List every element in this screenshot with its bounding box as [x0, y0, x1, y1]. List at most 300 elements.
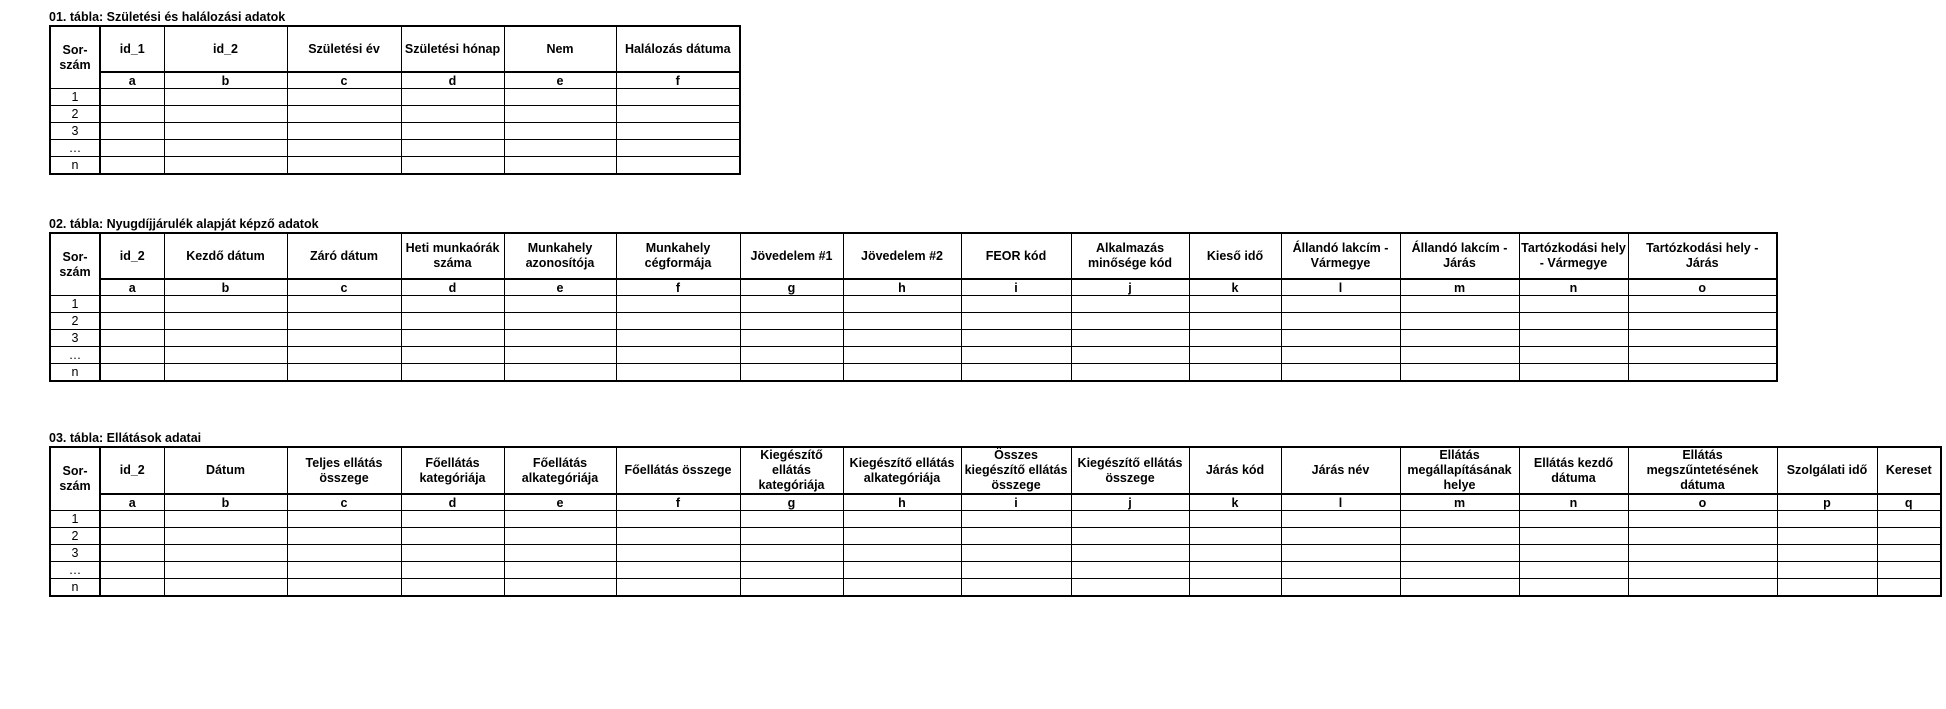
table-cell — [287, 511, 401, 528]
table-cell — [843, 528, 961, 545]
column-header — [961, 233, 1071, 279]
table-cell — [1519, 347, 1628, 364]
table-cell — [504, 364, 616, 382]
column-header — [1281, 447, 1400, 494]
table-cell — [401, 562, 504, 579]
table-row — [50, 579, 1941, 597]
table-cell — [1281, 347, 1400, 364]
table-cell — [1400, 511, 1519, 528]
table-cell — [1628, 528, 1777, 545]
table-cell — [1189, 330, 1281, 347]
table-cell — [1519, 296, 1628, 313]
table-cell — [164, 140, 287, 157]
column-letter: d — [401, 494, 504, 511]
table-row — [50, 157, 740, 175]
table-cell — [740, 528, 843, 545]
table-cell — [616, 140, 740, 157]
row-number: 1 — [50, 89, 100, 106]
table-cell — [504, 106, 616, 123]
table-cell — [287, 140, 401, 157]
column-header-label: Főellátás alkategóriája — [521, 455, 599, 485]
table-cell — [616, 123, 740, 140]
column-header — [1189, 233, 1281, 279]
table-cell — [1628, 313, 1777, 330]
table-cell — [287, 330, 401, 347]
table-cell — [401, 579, 504, 597]
column-letter: k — [1189, 494, 1281, 511]
table-cell — [504, 579, 616, 597]
column-header-label: Jövedelem #2 — [861, 248, 943, 263]
table-cell — [287, 313, 401, 330]
column-header-label: Jövedelem #1 — [750, 248, 833, 263]
table-cell — [1400, 545, 1519, 562]
table-cell — [401, 313, 504, 330]
table-cell — [401, 123, 504, 140]
table-cell — [1071, 313, 1189, 330]
table-cell — [287, 545, 401, 562]
column-letter: e — [504, 72, 616, 89]
table-cell — [843, 296, 961, 313]
table-cell — [1519, 562, 1628, 579]
table-cell — [616, 579, 740, 597]
column-header — [1519, 447, 1628, 494]
table-cell — [1281, 562, 1400, 579]
table-cell — [287, 579, 401, 597]
table-cell — [287, 562, 401, 579]
table-row — [50, 364, 1777, 382]
table-cell — [164, 89, 287, 106]
table-01 — [49, 25, 741, 175]
table-cell — [401, 106, 504, 123]
row-number: … — [50, 140, 100, 157]
column-letter: a — [100, 494, 164, 511]
column-letter: c — [287, 279, 401, 296]
table-cell — [1519, 528, 1628, 545]
table-cell — [1400, 579, 1519, 597]
row-number: 3 — [50, 330, 100, 347]
table-cell — [1071, 562, 1189, 579]
row-number: 1 — [50, 296, 100, 313]
table-cell — [504, 330, 616, 347]
table-cell — [1281, 545, 1400, 562]
column-letter: g — [740, 494, 843, 511]
column-header — [616, 447, 740, 494]
column-header — [843, 447, 961, 494]
table-row — [50, 511, 1941, 528]
table-cell — [287, 89, 401, 106]
table-row — [50, 296, 1777, 313]
table-cell — [616, 89, 740, 106]
table-cell — [100, 528, 164, 545]
column-header — [164, 447, 287, 494]
column-header-label: Főellátás kategóriája — [419, 455, 486, 485]
column-header-label: id_2 — [119, 463, 145, 477]
table-cell — [961, 364, 1071, 382]
table-cell — [616, 545, 740, 562]
table-cell — [1189, 562, 1281, 579]
table-cell — [164, 364, 287, 382]
column-header — [164, 233, 287, 279]
column-header-label: Kiegészítő ellátás kategóriája — [758, 448, 825, 492]
table-cell — [1628, 562, 1777, 579]
table-cell — [100, 296, 164, 313]
table-cell — [740, 296, 843, 313]
table-cell — [1400, 313, 1519, 330]
table-cell — [401, 330, 504, 347]
table-cell — [616, 157, 740, 175]
table-cell — [843, 579, 961, 597]
table-cell — [616, 528, 740, 545]
table-cell — [1189, 545, 1281, 562]
table-cell — [961, 511, 1071, 528]
table-cell — [1628, 364, 1777, 382]
table-cell — [287, 364, 401, 382]
column-letter: e — [504, 279, 616, 296]
table-cell — [1189, 347, 1281, 364]
table-cell — [961, 347, 1071, 364]
column-header-label: Állandó lakcím - Vármegye — [1292, 241, 1389, 270]
table-cell — [1877, 545, 1941, 562]
table-cell — [1777, 528, 1877, 545]
column-letter: c — [287, 72, 401, 89]
table-cell — [164, 313, 287, 330]
table-cell — [1281, 511, 1400, 528]
column-header — [1628, 233, 1777, 279]
table-cell — [961, 296, 1071, 313]
table-cell — [1877, 562, 1941, 579]
table-cell — [1281, 579, 1400, 597]
column-header-label: Ellátás megszűntetésének dátuma — [1646, 448, 1759, 492]
table-cell — [1777, 579, 1877, 597]
table-cell — [1281, 296, 1400, 313]
table-cell — [843, 511, 961, 528]
table-title: 02. tábla: Nyugdíjjárulék alapját képző adatok — [49, 217, 319, 231]
row-number-header: Sor- szám — [50, 233, 100, 296]
row-number: 3 — [50, 545, 100, 562]
table-cell — [1777, 562, 1877, 579]
column-header — [1628, 447, 1777, 494]
table-cell — [100, 123, 164, 140]
row-number: 2 — [50, 313, 100, 330]
column-header — [1400, 447, 1519, 494]
table-cell — [616, 511, 740, 528]
column-header — [1281, 233, 1400, 279]
table-cell — [1519, 579, 1628, 597]
column-letter: b — [164, 494, 287, 511]
column-header — [843, 233, 961, 279]
table-cell — [1519, 545, 1628, 562]
table-cell — [1189, 364, 1281, 382]
table-cell — [100, 330, 164, 347]
table-row — [50, 528, 1941, 545]
table-cell — [504, 313, 616, 330]
column-letter: f — [616, 72, 740, 89]
column-header-label: Nem — [546, 41, 574, 56]
column-letter: p — [1777, 494, 1877, 511]
table-cell — [504, 89, 616, 106]
column-letter: j — [1071, 279, 1189, 296]
table-title: 03. tábla: Ellátások adatai — [49, 431, 202, 445]
table-cell — [287, 123, 401, 140]
table-cell — [740, 511, 843, 528]
table-cell — [401, 157, 504, 175]
table-cell — [961, 545, 1071, 562]
table-cell — [616, 313, 740, 330]
table-cell — [401, 296, 504, 313]
table-02-block — [49, 217, 1778, 382]
table-cell — [616, 330, 740, 347]
table-cell — [164, 330, 287, 347]
table-cell — [504, 511, 616, 528]
column-letter: a — [100, 72, 164, 89]
table-cell — [1628, 347, 1777, 364]
table-cell — [1189, 528, 1281, 545]
column-header — [164, 26, 287, 72]
table-cell — [1519, 313, 1628, 330]
column-header — [100, 233, 164, 279]
table-cell — [164, 562, 287, 579]
table-cell — [616, 296, 740, 313]
table-cell — [1519, 364, 1628, 382]
column-header-label: Kieső idő — [1206, 248, 1264, 263]
table-cell — [1628, 579, 1777, 597]
table-cell — [504, 562, 616, 579]
table-03-block — [49, 431, 1942, 597]
table-cell — [740, 545, 843, 562]
table-cell — [287, 347, 401, 364]
column-header — [1400, 233, 1519, 279]
table-cell — [843, 545, 961, 562]
table-cell — [843, 364, 961, 382]
column-header-label: Alkalmazás minősége kód — [1087, 241, 1173, 270]
row-number: n — [50, 364, 100, 382]
table-cell — [504, 157, 616, 175]
table-cell — [1281, 364, 1400, 382]
table-cell — [164, 123, 287, 140]
table-cell — [100, 89, 164, 106]
column-header — [100, 447, 164, 494]
table-cell — [740, 330, 843, 347]
table-02 — [49, 232, 1778, 382]
column-header — [401, 233, 504, 279]
table-cell — [504, 545, 616, 562]
table-cell — [401, 140, 504, 157]
column-header-label: Heti munkaórák száma — [405, 241, 500, 270]
column-header-label: Kezdő dátum — [186, 248, 265, 263]
table-cell — [401, 89, 504, 106]
table-cell — [1071, 579, 1189, 597]
table-cell — [100, 545, 164, 562]
column-letter: l — [1281, 279, 1400, 296]
column-header — [1071, 447, 1189, 494]
table-01-block — [49, 10, 741, 175]
column-header-label: FEOR kód — [985, 248, 1047, 263]
table-cell — [1628, 296, 1777, 313]
row-number: 1 — [50, 511, 100, 528]
table-cell — [1071, 545, 1189, 562]
table-cell — [164, 511, 287, 528]
table-cell — [961, 562, 1071, 579]
column-header — [1189, 447, 1281, 494]
table-cell — [843, 330, 961, 347]
row-number-header: Sor- szám — [50, 26, 100, 89]
column-letter: d — [401, 72, 504, 89]
table-cell — [616, 347, 740, 364]
table-cell — [1071, 364, 1189, 382]
column-header-label: Munkahely cégformája — [644, 241, 712, 270]
column-header-label: Összes kiegészítő ellátás összege — [964, 448, 1068, 492]
column-letter: k — [1189, 279, 1281, 296]
column-header-label: Járás név — [1311, 463, 1370, 477]
table-cell — [100, 579, 164, 597]
table-cell — [164, 106, 287, 123]
column-header-label: Teljes ellátás összege — [305, 455, 383, 485]
column-header — [287, 233, 401, 279]
column-header — [287, 447, 401, 494]
table-cell — [164, 157, 287, 175]
column-header-label: Kiegészítő ellátás alkategóriája — [849, 455, 955, 485]
table-row — [50, 106, 740, 123]
column-letter: o — [1628, 279, 1777, 296]
column-header-label: Főellátás összege — [624, 463, 732, 477]
table-cell — [843, 347, 961, 364]
column-header-label: Állandó lakcím - Járás — [1411, 241, 1508, 270]
table-cell — [1877, 579, 1941, 597]
table-cell — [1400, 347, 1519, 364]
column-header — [401, 447, 504, 494]
table-cell — [401, 364, 504, 382]
table-cell — [504, 140, 616, 157]
table-cell — [1877, 511, 1941, 528]
row-number: 2 — [50, 106, 100, 123]
table-cell — [1071, 347, 1189, 364]
table-row — [50, 123, 740, 140]
table-cell — [616, 364, 740, 382]
table-row — [50, 140, 740, 157]
column-header-label: Születési év — [308, 41, 380, 56]
column-header-label: id_2 — [119, 248, 145, 263]
row-number-header: Sor- szám — [50, 447, 100, 511]
table-row — [50, 89, 740, 106]
table-cell — [287, 528, 401, 545]
column-letter: n — [1519, 494, 1628, 511]
column-header — [616, 233, 740, 279]
column-header-label: id_1 — [119, 41, 145, 56]
table-cell — [100, 157, 164, 175]
table-cell — [1071, 511, 1189, 528]
table-cell — [100, 347, 164, 364]
column-letter: a — [100, 279, 164, 296]
table-cell — [843, 562, 961, 579]
table-cell — [164, 347, 287, 364]
row-number: … — [50, 562, 100, 579]
table-cell — [1281, 313, 1400, 330]
column-letter: m — [1400, 494, 1519, 511]
column-header-label: Járás kód — [1205, 463, 1265, 477]
table-cell — [1071, 330, 1189, 347]
table-row — [50, 347, 1777, 364]
column-letter: q — [1877, 494, 1941, 511]
column-header — [961, 447, 1071, 494]
table-title: 01. tábla: Születési és halálozási adatok — [49, 10, 286, 24]
column-letter: e — [504, 494, 616, 511]
column-letter: g — [740, 279, 843, 296]
table-cell — [401, 347, 504, 364]
table-cell — [100, 313, 164, 330]
column-letter: o — [1628, 494, 1777, 511]
table-row — [50, 313, 1777, 330]
table-cell — [164, 296, 287, 313]
column-letter: d — [401, 279, 504, 296]
column-header — [1519, 233, 1628, 279]
column-header — [1071, 233, 1189, 279]
table-cell — [740, 579, 843, 597]
table-cell — [100, 511, 164, 528]
column-letter: h — [843, 279, 961, 296]
table-cell — [1519, 330, 1628, 347]
column-letter: m — [1400, 279, 1519, 296]
column-header-label: Ellátás megállapításának helye — [1407, 448, 1512, 492]
column-letter: n — [1519, 279, 1628, 296]
table-cell — [164, 579, 287, 597]
table-cell — [504, 123, 616, 140]
table-cell — [1628, 545, 1777, 562]
table-row — [50, 545, 1941, 562]
column-letter: c — [287, 494, 401, 511]
table-cell — [164, 528, 287, 545]
column-header — [287, 26, 401, 72]
column-header — [504, 233, 616, 279]
column-header-label: Születési hónap — [404, 41, 501, 56]
column-letter: f — [616, 494, 740, 511]
column-header-label: Záró dátum — [309, 248, 379, 263]
table-cell — [100, 562, 164, 579]
table-cell — [740, 364, 843, 382]
table-cell — [504, 296, 616, 313]
column-header — [1877, 447, 1941, 494]
table-cell — [401, 528, 504, 545]
column-header — [504, 447, 616, 494]
column-letter: i — [961, 494, 1071, 511]
column-header — [401, 26, 504, 72]
table-cell — [1400, 330, 1519, 347]
table-cell — [1281, 528, 1400, 545]
table-cell — [1281, 330, 1400, 347]
table-cell — [287, 157, 401, 175]
table-cell — [1189, 296, 1281, 313]
column-header — [1777, 447, 1877, 494]
table-row — [50, 562, 1941, 579]
table-cell — [1400, 528, 1519, 545]
table-cell — [1400, 296, 1519, 313]
table-03 — [49, 446, 1942, 597]
column-header-label: Kereset — [1885, 463, 1932, 477]
column-letter: b — [164, 279, 287, 296]
column-header — [616, 26, 740, 72]
table-cell — [1189, 579, 1281, 597]
column-header — [740, 233, 843, 279]
table-cell — [100, 364, 164, 382]
column-header-label: id_2 — [212, 41, 238, 56]
table-cell — [287, 106, 401, 123]
table-cell — [1519, 511, 1628, 528]
column-letter: i — [961, 279, 1071, 296]
column-letter: h — [843, 494, 961, 511]
table-cell — [616, 106, 740, 123]
column-letter: j — [1071, 494, 1189, 511]
table-cell — [1628, 330, 1777, 347]
table-cell — [740, 347, 843, 364]
